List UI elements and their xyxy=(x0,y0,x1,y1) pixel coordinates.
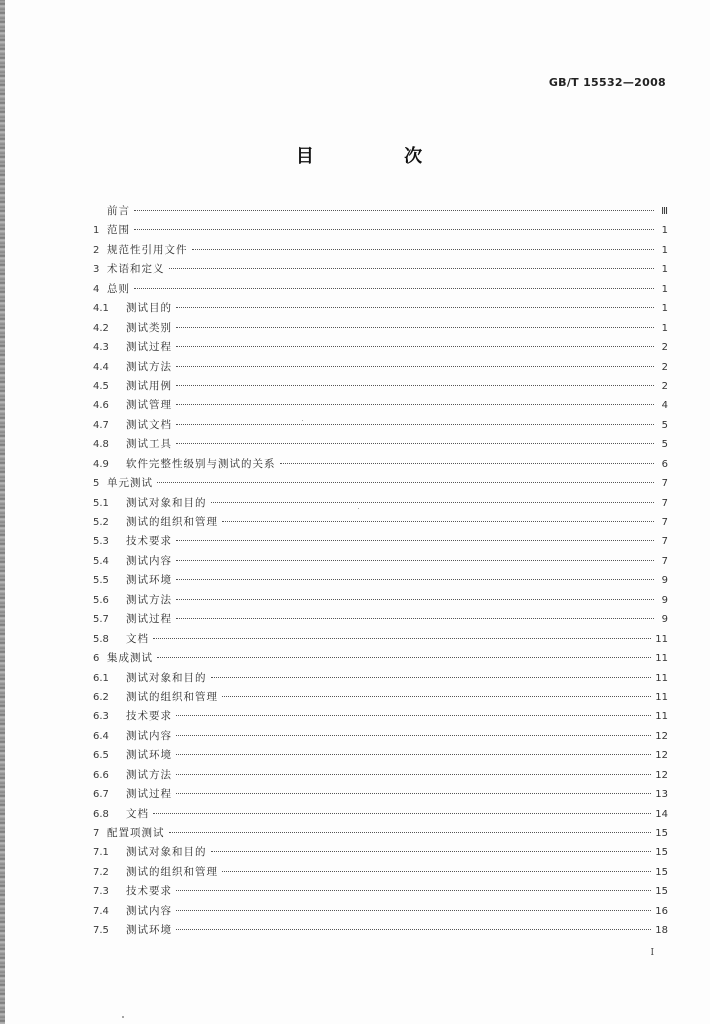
toc-entry-label: 测试过程 xyxy=(126,788,172,801)
toc-dot-leader xyxy=(176,735,651,736)
toc-entry-page: 1 xyxy=(661,322,668,334)
toc-entry[interactable] xyxy=(93,475,668,494)
toc-dot-leader xyxy=(222,871,651,872)
toc-entry-number: 4.8 xyxy=(93,439,109,451)
toc-dot-leader xyxy=(211,851,652,852)
toc-entry-number: 4.7 xyxy=(93,419,109,431)
toc-dot-leader xyxy=(176,404,654,405)
toc-entry-label: 前言 xyxy=(107,205,130,217)
toc-entry-number: 3 xyxy=(93,264,100,276)
toc-entry-page: 9 xyxy=(661,575,668,587)
toc-entry-number: 5.3 xyxy=(93,536,109,548)
toc-entry[interactable] xyxy=(93,728,668,747)
toc-entry-number: 2 xyxy=(93,244,100,256)
toc-entry-page: 13 xyxy=(655,789,668,801)
toc-entry-page: 2 xyxy=(661,361,668,373)
toc-entry-number: 7.1 xyxy=(93,847,109,859)
scan-speck xyxy=(358,508,359,509)
toc-entry-label: 测试对象和目的 xyxy=(126,671,207,684)
toc-entry-page: 7 xyxy=(661,536,668,548)
toc-entry-number: 7.5 xyxy=(93,925,109,937)
toc-entry-label: 测试过程 xyxy=(126,341,172,354)
toc-entry-number: 6.2 xyxy=(93,691,109,703)
toc-entry[interactable] xyxy=(93,903,668,922)
toc-entry[interactable] xyxy=(93,339,668,358)
toc-dot-leader xyxy=(153,813,651,814)
toc-entry-number: 1 xyxy=(93,225,100,237)
toc-entry-page: 2 xyxy=(661,380,668,392)
toc-entry-page: 12 xyxy=(655,769,668,781)
toc-dot-leader xyxy=(176,540,654,541)
toc-entry[interactable] xyxy=(93,242,668,261)
toc-entry[interactable] xyxy=(93,514,668,533)
toc-entry-label: 总则 xyxy=(107,282,130,295)
toc-entry-label: 测试的组织和管理 xyxy=(126,865,218,878)
toc-entry-page: 5 xyxy=(661,439,668,451)
toc-dot-leader xyxy=(211,502,655,503)
toc-dot-leader xyxy=(134,288,654,289)
toc-dot-leader xyxy=(222,521,654,522)
toc-entry-label: 测试的组织和管理 xyxy=(126,690,218,703)
toc-entry[interactable] xyxy=(93,456,668,475)
toc-dot-leader xyxy=(169,832,652,833)
toc-entry-label: 测试用例 xyxy=(126,379,172,392)
toc-entry[interactable] xyxy=(93,650,668,669)
toc-entry-label: 技术要求 xyxy=(126,710,172,723)
toc-entry-label: 测试管理 xyxy=(126,399,172,412)
toc-dot-leader xyxy=(176,754,651,755)
toc-entry[interactable] xyxy=(93,378,668,397)
toc-entry[interactable] xyxy=(93,261,668,280)
toc-dot-leader xyxy=(176,346,654,347)
page-title: 目 次 xyxy=(295,146,465,167)
toc-entry-label: 测试环境 xyxy=(126,924,172,937)
toc-entry-page: 5 xyxy=(661,419,668,431)
toc-entry-label: 文档 xyxy=(126,632,149,645)
toc-entry-page: 9 xyxy=(661,614,668,626)
toc-entry[interactable] xyxy=(93,222,668,241)
toc-entry-number: 5.5 xyxy=(93,575,109,587)
toc-entry[interactable] xyxy=(93,281,668,300)
toc-entry-page: 7 xyxy=(661,555,668,567)
toc-entry-number: 5 xyxy=(93,478,100,490)
toc-entry-page: 1 xyxy=(661,303,668,315)
toc-entry[interactable] xyxy=(93,631,668,650)
toc-entry-page: 11 xyxy=(655,653,668,665)
toc-entry-page: 4 xyxy=(661,400,668,412)
toc-entry-page: 7 xyxy=(661,478,668,490)
toc-dot-leader xyxy=(153,638,651,639)
toc-entry-label: 测试方法 xyxy=(126,768,172,781)
toc-entry-page: 11 xyxy=(655,691,668,703)
toc-dot-leader xyxy=(280,463,655,464)
toc-entry-label: 测试目的 xyxy=(126,302,172,315)
toc-entry-label: 技术要求 xyxy=(126,885,172,898)
toc-entry-page: 2 xyxy=(661,342,668,354)
document-code: GB/T 15532—2008 xyxy=(548,76,666,89)
toc-entry-page: 1 xyxy=(661,244,668,256)
toc-dot-leader xyxy=(176,793,651,794)
toc-entry-page: 9 xyxy=(661,594,668,606)
toc-entry-number: 6.3 xyxy=(93,711,109,723)
toc-entry-number: 4.1 xyxy=(93,303,109,315)
toc-entry-number: 4.2 xyxy=(93,322,109,334)
toc-entry-number: 5.1 xyxy=(93,497,109,509)
toc-entry[interactable] xyxy=(93,417,668,436)
toc-entry-number: 4.6 xyxy=(93,400,109,412)
toc-entry-page: 15 xyxy=(655,886,668,898)
toc-entry[interactable] xyxy=(93,359,668,378)
toc-entry-label: 文档 xyxy=(126,807,149,820)
toc-entry-label: 测试对象和目的 xyxy=(126,496,207,509)
toc-entry[interactable] xyxy=(93,611,668,630)
toc-dot-leader xyxy=(176,366,654,367)
toc-dot-leader xyxy=(222,696,651,697)
toc-entry-label: 软件完整性级别与测试的关系 xyxy=(126,457,276,470)
scan-speck xyxy=(302,420,303,421)
toc-entry-page: 7 xyxy=(661,497,668,509)
toc-entry-number: 4.9 xyxy=(93,458,109,470)
toc-entry[interactable] xyxy=(93,708,668,727)
toc-entry-page: 16 xyxy=(655,905,668,917)
toc-entry-number: 6.7 xyxy=(93,789,109,801)
toc-entry-number: 6.8 xyxy=(93,808,109,820)
toc-dot-leader xyxy=(176,424,654,425)
toc-entry-number: 6.1 xyxy=(93,672,109,684)
toc-entry-page: 6 xyxy=(661,458,668,470)
toc-entry[interactable] xyxy=(93,864,668,883)
toc-entry[interactable] xyxy=(93,203,668,222)
toc-entry-page: 11 xyxy=(655,672,668,684)
toc-entry-label: 测试文档 xyxy=(126,418,172,431)
toc-dot-leader xyxy=(176,890,651,891)
toc-entry-label: 测试环境 xyxy=(126,749,172,762)
toc-dot-leader xyxy=(134,229,654,230)
toc-dot-leader xyxy=(211,677,652,678)
toc-dot-leader xyxy=(176,774,651,775)
toc-entry[interactable] xyxy=(93,592,668,611)
toc-entry[interactable] xyxy=(93,572,668,591)
toc-entry[interactable] xyxy=(93,786,668,805)
toc-entry-number: 6 xyxy=(93,653,100,665)
toc-entry-label: 测试方法 xyxy=(126,593,172,606)
toc-entry-label: 规范性引用文件 xyxy=(107,243,188,256)
toc-dot-leader xyxy=(176,560,654,561)
toc-entry-page: 14 xyxy=(655,808,668,820)
toc-entry-page: 18 xyxy=(655,925,668,937)
toc-entry-page: 12 xyxy=(655,730,668,742)
toc-dot-leader xyxy=(176,599,654,600)
toc-entry-label: 配置项测试 xyxy=(107,827,165,839)
toc-entry-number: 5.2 xyxy=(93,517,109,528)
toc-dot-leader xyxy=(192,249,655,250)
toc-entry-page: 11 xyxy=(655,633,668,645)
toc-entry[interactable] xyxy=(93,767,668,786)
toc-entry[interactable] xyxy=(93,825,668,844)
toc-entry-number: 4.5 xyxy=(93,380,109,392)
toc-entry[interactable] xyxy=(93,747,668,766)
toc-entry-number: 7.2 xyxy=(93,866,109,878)
toc-entry-number: 6.4 xyxy=(93,730,109,742)
toc-dot-leader xyxy=(176,618,654,619)
toc-dot-leader xyxy=(176,715,651,716)
toc-entry-label: 测试类别 xyxy=(126,321,172,334)
toc-entry[interactable] xyxy=(93,397,668,416)
toc-entry-label: 测试过程 xyxy=(126,613,172,626)
toc-entry-page: 1 xyxy=(661,225,668,237)
toc-entry-number: 5.7 xyxy=(93,614,109,626)
toc-dot-leader xyxy=(176,579,654,580)
toc-entry-number: 6.5 xyxy=(93,750,109,762)
toc-entry[interactable] xyxy=(93,300,668,319)
toc-entry-label: 测试工具 xyxy=(126,438,172,451)
toc-entry[interactable] xyxy=(93,320,668,339)
toc-entry-page: 12 xyxy=(655,750,668,762)
toc-entry-label: 测试方法 xyxy=(126,360,172,373)
scan-speck xyxy=(122,1016,124,1018)
toc-dot-leader xyxy=(176,327,654,328)
toc-dot-leader xyxy=(176,910,651,911)
toc-entry[interactable] xyxy=(93,922,668,941)
toc-entry-page: 1 xyxy=(661,264,668,276)
page-number: Ⅰ xyxy=(650,948,654,958)
toc-entry-label: 测试内容 xyxy=(126,904,172,917)
toc-entry-page: Ⅲ xyxy=(661,206,668,217)
toc-entry-page: 15 xyxy=(655,828,668,839)
toc-entry-label: 测试内容 xyxy=(126,554,172,567)
toc-entry[interactable] xyxy=(93,689,668,708)
toc-entry[interactable] xyxy=(93,806,668,825)
toc-dot-leader xyxy=(157,657,651,658)
toc-entry[interactable] xyxy=(93,670,668,689)
toc-entry[interactable] xyxy=(93,436,668,455)
toc-entry[interactable] xyxy=(93,495,668,514)
toc-dot-leader xyxy=(169,268,655,269)
toc-entry-number: 6.6 xyxy=(93,769,109,781)
toc-entry-label: 集成测试 xyxy=(107,652,153,665)
toc-entry-page: 7 xyxy=(661,517,668,528)
toc-entry-label: 测试环境 xyxy=(126,574,172,587)
toc-dot-leader xyxy=(176,385,654,386)
toc-entry-number: 4.3 xyxy=(93,342,109,354)
toc-entry-label: 范围 xyxy=(107,224,130,237)
toc-entry[interactable] xyxy=(93,883,668,902)
toc-entry-label: 单元测试 xyxy=(107,477,153,490)
table-of-contents xyxy=(93,203,668,942)
toc-entry[interactable] xyxy=(93,533,668,552)
toc-entry-page: 1 xyxy=(661,283,668,295)
toc-entry-number: 5.6 xyxy=(93,594,109,606)
toc-entry-number: 5.4 xyxy=(93,555,109,567)
toc-entry-label: 测试对象和目的 xyxy=(126,846,207,859)
toc-entry-number: 4 xyxy=(93,283,100,295)
toc-entry-page: 15 xyxy=(655,847,668,859)
toc-entry-number: 7.4 xyxy=(93,905,109,917)
toc-entry-label: 测试的组织和管理 xyxy=(126,516,218,528)
toc-entry-label: 术语和定义 xyxy=(107,263,165,276)
toc-entry-number: 5.8 xyxy=(93,633,109,645)
toc-entry-number: 7 xyxy=(93,828,100,839)
toc-entry-page: 15 xyxy=(655,866,668,878)
toc-entry-number: 7.3 xyxy=(93,886,109,898)
toc-dot-leader xyxy=(176,929,651,930)
toc-entry-number: 4.4 xyxy=(93,361,109,373)
toc-dot-leader xyxy=(157,482,654,483)
toc-entry[interactable] xyxy=(93,553,668,572)
toc-entry-page: 11 xyxy=(655,711,668,723)
toc-dot-leader xyxy=(134,210,654,211)
toc-entry-label: 技术要求 xyxy=(126,535,172,548)
toc-dot-leader xyxy=(176,307,654,308)
toc-entry[interactable] xyxy=(93,844,668,863)
toc-dot-leader xyxy=(176,443,654,444)
toc-entry-label: 测试内容 xyxy=(126,729,172,742)
